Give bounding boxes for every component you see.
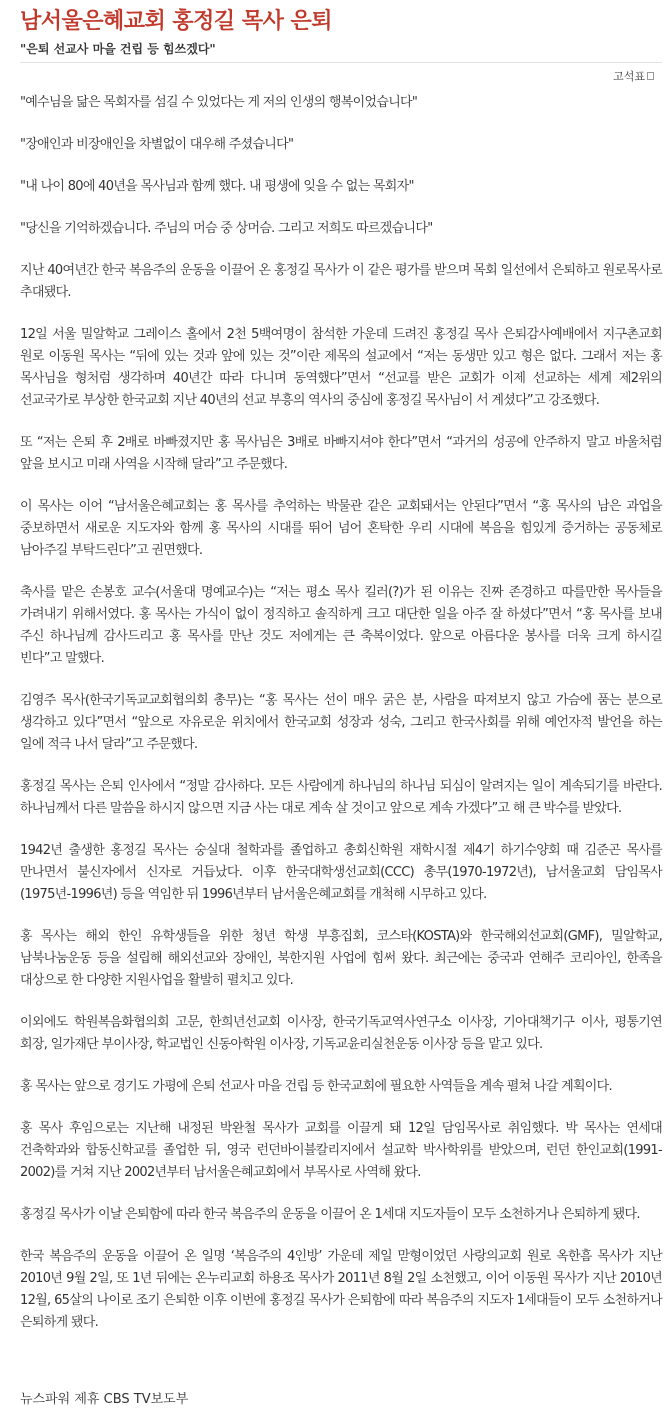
byline-author[interactable]: 고석표 <box>613 70 645 83</box>
article-paragraph: 홍 목사 후임으로는 지난해 내정된 박완철 목사가 교회를 이끌게 돼 12일 담임목사로 취임했다. 박 목사는 연세대 건축학과와 합동신학교를 졸업한 뒤, 영국 런던바이블칼리지에서 설교학 박사학위를 받았으며, 런던 한인교회(1991-2002)를 거쳐 지난 2002년부터 남서울은혜교회에서 부목사로 사역해 왔다. <box>20 1121 662 1180</box>
article-paragraph: 홍 목사는 앞으로 경기도 가평에 은퇴 선교사 마을 건립 등 한국교회에 필요한 사역들을 계속 펼쳐 나갈 계획이다. <box>20 1079 612 1094</box>
document-icon <box>647 72 654 80</box>
article-paragraph: 홍 목사는 해외 한인 유학생들을 위한 청년 학생 부흥집회, 코스타(KOSTA)와 한국해외선교회(GMF), 밀알학교, 남북나눔운동 등을 설립해 해외선교와 장애인, 북한지원 사업에 힘써 왔다. 최근에는 중국과 연해주 코리아인, 한족을 대상으로 한 다양한 지원사업을 활발히 펼치고 있다. <box>20 929 662 988</box>
article-source: 뉴스파워 제휴 CBS TV보도부 <box>20 1392 189 1407</box>
article-paragraph: 또 “저는 은퇴 후 2배로 바빠졌지만 홍 목사님은 3배로 바빠지셔야 한다”면서 “과거의 성공에 안주하지 말고 바울처럼 앞을 보시고 미래 사역을 시작해 달라”고 주문했다. <box>20 435 662 472</box>
article-paragraph: 이외에도 학원복음화협의회 고문, 한희년선교회 이사장, 한국기독교역사연구소 이사장, 기아대책기구 이사, 평통기연 회장, 일가재단 부이사장, 학교법인 신동아학원 이사장, 기독교윤리실천운동 이사장 등을 맡고 있다. <box>20 1015 662 1052</box>
article-paragraph: 12일 서울 밀알학교 그레이스 홀에서 2천 5백여명이 참석한 가운데 드려진 홍정길 목사 은퇴감사예배에서 지구촌교회 원로 이동원 목사는 “뒤에 있는 것과 앞에 있는 것”이란 제목의 설교에서 “저는 동생만 있고 형은 없다. 그래서 저는 홍 목사님을 형처럼 생각하며 40년간 따라 다니며 동역했다”면서 “선교를 받은 교회가 이제 선교하는 세계 제2위의 선교국가로 부상한 한국교회 지난 40년의 선교 부흥의 역사의 중심에 홍정길 목사님이 서 계셨다”고 강조했다. <box>20 327 662 408</box>
article-paragraph: 김영주 목사(한국기독교교회협의회 총무)는 “홍 목사는 선이 매우 굵은 분, 사람을 따져보지 않고 가슴에 품는 분으로 생각하고 있다”면서 “앞으로 자유로운 위치에서 한국교회 성장과 성숙, 그리고 한국사회를 위해 예언자적 발언을 하는 일에 적극 나서 달라”고 주문했다. <box>20 693 662 752</box>
article-paragraph: "예수님을 닮은 목회자를 섬길 수 있었다는 게 저의 인생의 행복이었습니다" <box>20 95 418 110</box>
byline[interactable] <box>613 68 654 84</box>
article-paragraph: 지난 40여년간 한국 복음주의 운동을 이끌어 온 홍정길 목사가 이 같은 평가를 받으며 목회 일선에서 은퇴하고 원로목사로 추대됐다. <box>20 263 662 300</box>
divider <box>20 62 662 63</box>
article-paragraph: 홍정길 목사는 은퇴 인사에서 “정말 감사하다. 모든 사람에게 하나님의 하나님 되심이 알려지는 일이 계속되기를 바란다. 하나님께서 다른 말씀을 하시지 않으면 지금 사는 대로 계속 살 것이고 앞으로 계속 가겠다”고 해 큰 박수를 받았다. <box>20 779 662 816</box>
article-paragraph: 한국 복음주의 운동을 이끌어 온 일명 ‘복음주의 4인방’ 가운데 제일 맏형이었던 사랑의교회 원로 옥한흠 목사가 지난 2010년 9월 2일, 또 1년 뒤에는 온누리교회 하용조 목사가 2011년 8월 2일 소천했고, 이어 이동원 목사가 지난 2010년 12월, 65살의 나이로 조기 은퇴한 이후 이번에 홍정길 목사가 은퇴함에 따라 복음주의 지도자 1세대들이 모두 소천하거나 은퇴하게 됐다. <box>20 1249 662 1330</box>
article-body <box>20 92 662 1354</box>
article-paragraph: 1942년 출생한 홍정길 목사는 숭실대 철학과를 졸업하고 총회신학원 재학시절 제4기 하기수양회 때 김준곤 목사를 만나면서 불신자에서 신자로 거듭났다. 이후 한국대학생선교회(CCC) 총무(1970-1972년), 남서울교회 담임목사(1975년-1996년) 등을 역임한 뒤 1996년부터 남서울은혜교회를 개척해 시무하고 있다. <box>20 843 662 902</box>
article-paragraph: 홍정길 목사가 이날 은퇴함에 따라 한국 복음주의 운동을 이끌어 온 1세대 지도자들이 모두 소천하거나 은퇴하게 됐다. <box>20 1207 640 1222</box>
article-paragraph: 이 목사는 이어 “남서울은혜교회는 홍 목사를 추억하는 박물관 같은 교회돼서는 안된다”면서 “홍 목사의 남은 과업을 중보하면서 새로운 지도자와 함께 홍 목사의 시대를 뛰어 넘어 혼탁한 우리 시대에 복음을 힘있게 증거하는 공동체로 남아주길 부탁드린다”고 권면했다. <box>20 499 662 558</box>
article-paragraph: "당신을 기억하겠습니다. 주님의 머슴 중 상머슴. 그리고 저희도 따르겠습니다" <box>20 221 433 236</box>
article-paragraph: "장애인과 비장애인을 차별없이 대우해 주셨습니다" <box>20 137 294 152</box>
article-title: 남서울은혜교회 홍정길 목사 은퇴 <box>20 9 333 34</box>
article-paragraph: 축사를 맡은 손봉호 교수(서울대 명예교수)는 “저는 평소 목사 킬러(?)가 된 이유는 진짜 존경하고 따를만한 목사들을 가려내기 위해서였다. 홍 목사는 가식이 없이 정직하고 솔직하게 크고 대단한 일을 아주 잘 하셨다”면서 “홍 목사를 보내 주신 하나님께 감사드리고 홍 목사를 만난 것도 저에게는 큰 축복이었다. 앞으로 아름다운 봉사를 더욱 크게 하시길 빈다”고 말했다. <box>20 585 662 666</box>
article-paragraph: "내 나이 80에 40년을 목사님과 함께 했다. 내 평생에 잊을 수 없는 목회자" <box>20 179 414 194</box>
article-subtitle: "은퇴 선교사 마을 건립 등 힘쓰겠다" <box>20 42 216 56</box>
